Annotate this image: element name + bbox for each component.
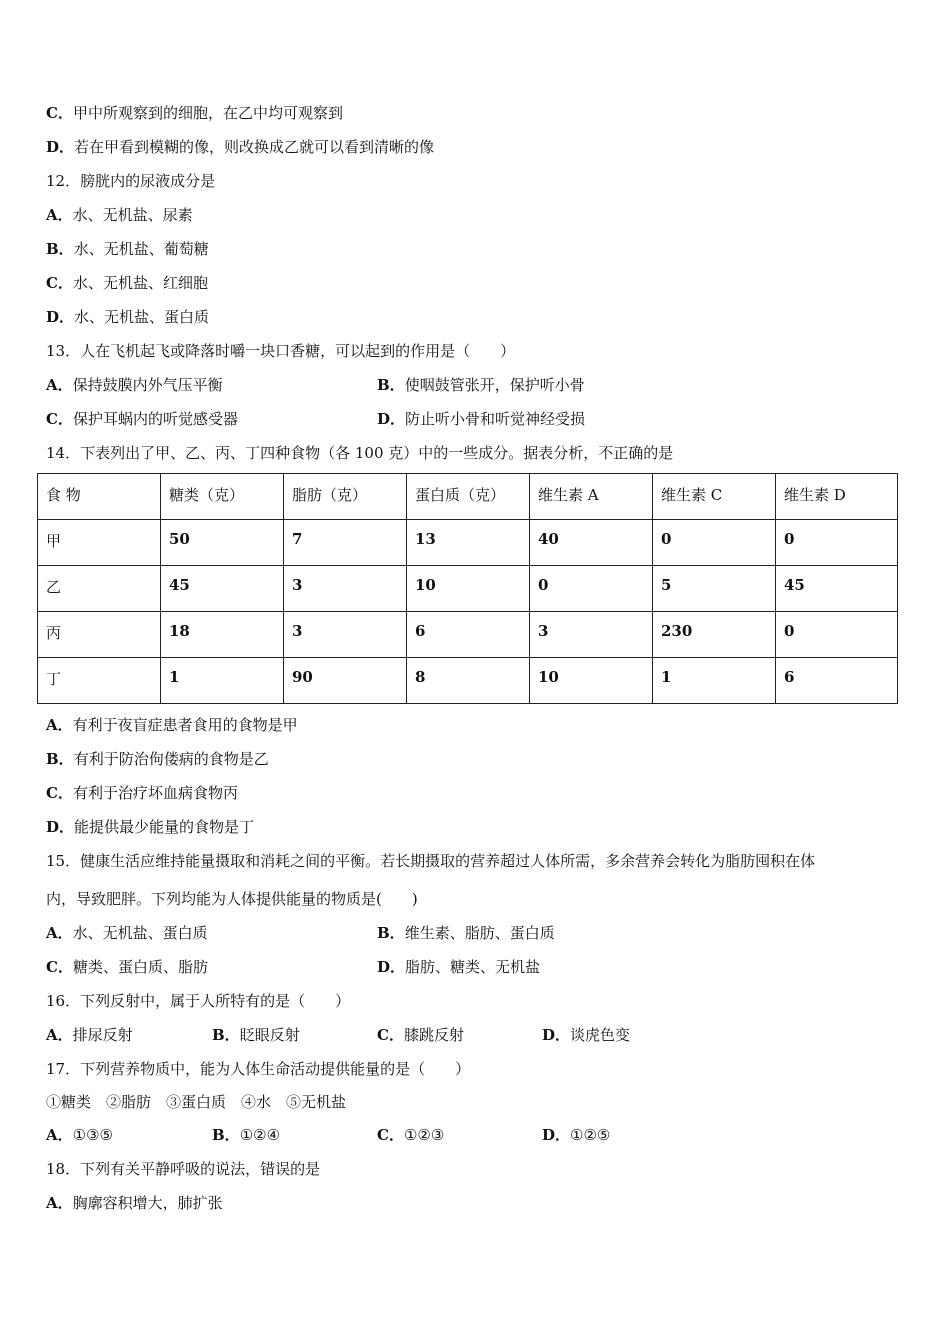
q14-option-a: A．有利于夜盲症患者食用的食物是甲 bbox=[46, 716, 298, 734]
q18-stem: 18．下列有关平静呼吸的说法，错误的是 bbox=[46, 1160, 321, 1178]
table-header-cell: 维生素 C bbox=[653, 474, 776, 520]
table-header-row bbox=[38, 474, 898, 520]
q13-option-b: B．使咽鼓管张开，保护听小骨 bbox=[377, 376, 585, 394]
q16-option-b: B．眨眼反射 bbox=[212, 1026, 300, 1044]
table-header-cell: 蛋白质（克） bbox=[407, 474, 530, 520]
q16-stem: 16．下列反射中，属于人所特有的是（ ） bbox=[46, 992, 351, 1010]
table-cell: 丁 bbox=[38, 658, 161, 704]
q15-option-a: A．水、无机盐、蛋白质 bbox=[46, 924, 208, 942]
table-cell: 5 bbox=[653, 566, 776, 612]
table-row bbox=[38, 566, 898, 612]
q14-stem: 14．下表列出了甲、乙、丙、丁四种食物（各 100 克）中的一些成分。据表分析，不正确的是 bbox=[46, 444, 674, 462]
q17-option-b: B．①②④ bbox=[212, 1126, 281, 1144]
q18-option-a: A．胸廓容积增大，肺扩张 bbox=[46, 1194, 223, 1212]
q17-stem: 17．下列营养物质中，能为人体生命活动提供能量的是（ ） bbox=[46, 1060, 471, 1078]
q13-stem: 13．人在飞机起飞或降落时嚼一块口香糖，可以起到的作用是（ ） bbox=[46, 342, 516, 360]
q15-stem-line2: 内，导致肥胖。下列均能为人体提供能量的物质是( ) bbox=[46, 890, 418, 908]
table-cell: 乙 bbox=[38, 566, 161, 612]
q14-option-d: D．能提供最少能量的食物是丁 bbox=[46, 818, 255, 836]
q12-stem: 12．膀胱内的尿液成分是 bbox=[46, 172, 216, 190]
table-cell: 1 bbox=[161, 658, 284, 704]
table-cell: 0 bbox=[653, 520, 776, 566]
table-cell: 6 bbox=[776, 658, 898, 704]
table-cell: 45 bbox=[776, 566, 898, 612]
q13-option-c: C．保护耳蜗内的听觉感受器 bbox=[46, 410, 238, 428]
q17-option-a: A．①③⑤ bbox=[46, 1126, 113, 1144]
table-header-cell: 糖类（克） bbox=[161, 474, 284, 520]
table-cell: 13 bbox=[407, 520, 530, 566]
q17-items: ①糖类 ②脂肪 ③蛋白质 ④水 ⑤无机盐 bbox=[46, 1093, 347, 1111]
food-composition-table bbox=[37, 473, 898, 704]
q11-option-c: C．甲中所观察到的细胞，在乙中均可观察到 bbox=[46, 104, 343, 122]
q16-option-c: C．膝跳反射 bbox=[377, 1026, 464, 1044]
q11-option-d: D．若在甲看到模糊的像，则改换成乙就可以看到清晰的像 bbox=[46, 138, 435, 156]
table-cell: 18 bbox=[161, 612, 284, 658]
table-cell: 0 bbox=[776, 520, 898, 566]
q15-option-c: C．糖类、蛋白质、脂肪 bbox=[46, 958, 208, 976]
table-row bbox=[38, 612, 898, 658]
q17-option-c: C．①②③ bbox=[377, 1126, 445, 1144]
table-cell: 90 bbox=[284, 658, 407, 704]
q15-option-b: B．维生素、脂肪、蛋白质 bbox=[377, 924, 555, 942]
q12-option-c: C．水、无机盐、红细胞 bbox=[46, 274, 208, 292]
q12-option-d: D．水、无机盐、蛋白质 bbox=[46, 308, 210, 326]
q13-option-a: A．保持鼓膜内外气压平衡 bbox=[46, 376, 223, 394]
table-cell: 230 bbox=[653, 612, 776, 658]
q14-option-c: C．有利于治疗坏血病食物丙 bbox=[46, 784, 238, 802]
q15-stem-line1: 15．健康生活应维持能量摄取和消耗之间的平衡。若长期摄取的营养超过人体所需，多余营养会转化为脂肪囤积在体 bbox=[46, 852, 816, 870]
q16-option-a: A．排尿反射 bbox=[46, 1026, 133, 1044]
table-cell: 10 bbox=[530, 658, 653, 704]
table-cell: 3 bbox=[530, 612, 653, 658]
table-cell: 8 bbox=[407, 658, 530, 704]
table-cell: 0 bbox=[776, 612, 898, 658]
table-cell: 7 bbox=[284, 520, 407, 566]
table-cell: 0 bbox=[530, 566, 653, 612]
table-header-cell: 维生素 A bbox=[530, 474, 653, 520]
table-cell: 3 bbox=[284, 612, 407, 658]
q17-option-d: D．①②⑤ bbox=[542, 1126, 611, 1144]
table-row bbox=[38, 658, 898, 704]
table-cell: 50 bbox=[161, 520, 284, 566]
table-cell: 6 bbox=[407, 612, 530, 658]
q14-option-b: B．有利于防治佝偻病的食物是乙 bbox=[46, 750, 269, 768]
table-cell: 甲 bbox=[38, 520, 161, 566]
table-cell: 40 bbox=[530, 520, 653, 566]
table-header-cell: 维生素 D bbox=[776, 474, 898, 520]
table-cell: 10 bbox=[407, 566, 530, 612]
q15-option-d: D．脂肪、糖类、无机盐 bbox=[377, 958, 541, 976]
table-cell: 丙 bbox=[38, 612, 161, 658]
table-header-cell: 食 物 bbox=[38, 474, 161, 520]
table-cell: 1 bbox=[653, 658, 776, 704]
table-header-cell: 脂肪（克） bbox=[284, 474, 407, 520]
q12-option-b: B．水、无机盐、葡萄糖 bbox=[46, 240, 209, 258]
table-cell: 3 bbox=[284, 566, 407, 612]
table-cell: 45 bbox=[161, 566, 284, 612]
q13-option-d: D．防止听小骨和听觉神经受损 bbox=[377, 410, 586, 428]
table-row bbox=[38, 520, 898, 566]
q16-option-d: D．谈虎色变 bbox=[542, 1026, 631, 1044]
q12-option-a: A．水、无机盐、尿素 bbox=[46, 206, 193, 224]
